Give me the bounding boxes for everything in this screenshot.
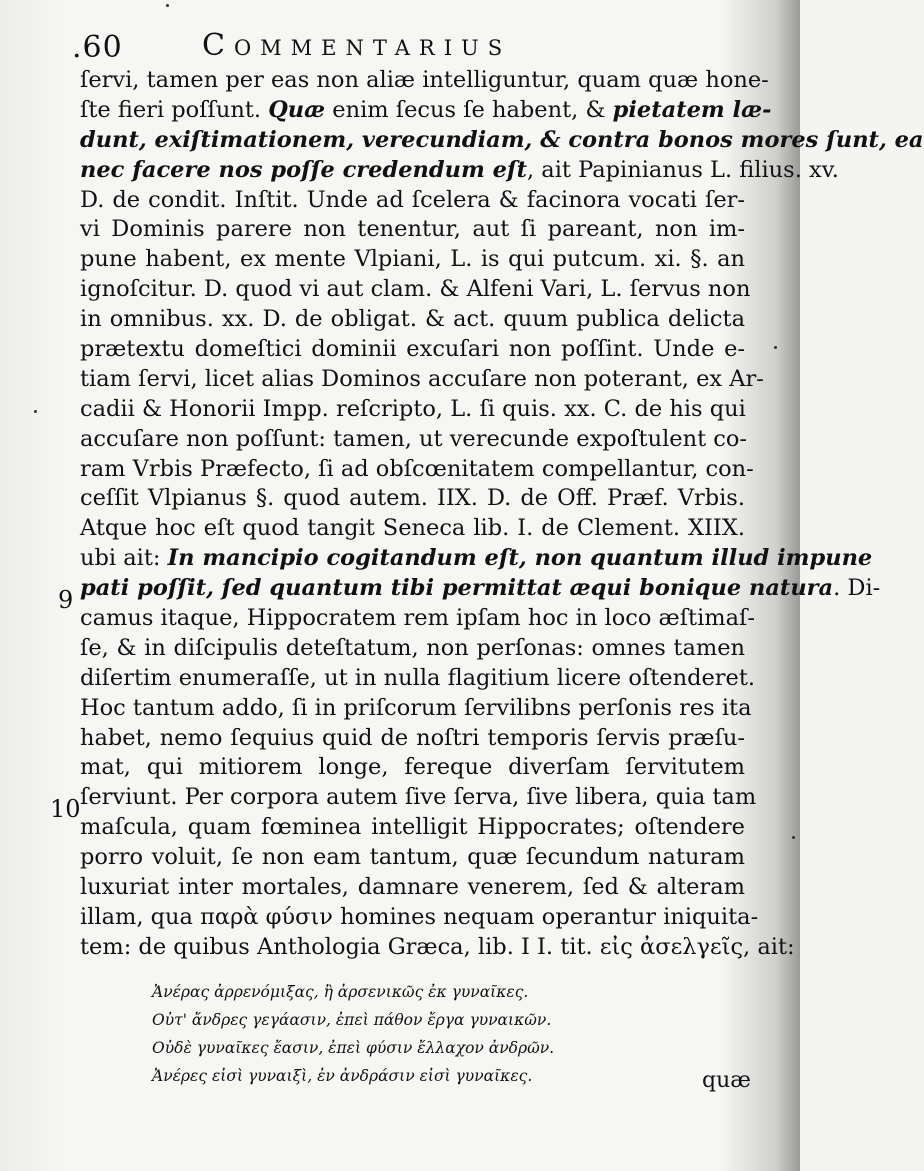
- italic-quotation: In mancipio cogitandum eſt, non quantum illud impune: [167, 545, 873, 572]
- text-run: Hoc tantum addo, ſi in priſcorum ſervilibns perſonis res ita: [80, 694, 752, 721]
- catchword: quæ: [702, 1068, 751, 1093]
- text-run: illam, qua παρὰ φύσιν homines nequam operantur iniquita-: [80, 903, 759, 930]
- text-line: [80, 903, 759, 933]
- text-line: [80, 544, 873, 574]
- text-run: ſervi, tamen per eas non aliæ intelliguntur, quam quæ hone-: [80, 67, 769, 93]
- text-line: [80, 843, 745, 873]
- text-line: [80, 275, 751, 305]
- body-text: [80, 66, 924, 963]
- verse-line: Οὐδὲ γυναῖκες ἔασιν, ἐπεὶ φύσιν ἔλλαχον ἀνδρῶν.: [152, 1039, 555, 1057]
- text-run: tem: de quibus Anthologia Græca, lib. I I. tit. εἰς ἀσελγεῖς, ait:: [80, 933, 795, 960]
- text-line: [80, 245, 745, 275]
- text-line: [80, 335, 745, 365]
- text-line: [80, 395, 745, 425]
- ink-speck: [792, 836, 795, 839]
- text-line: [80, 694, 752, 724]
- text-run: mat, qui mitiorem longe, fereque diverſam ſervitutem: [80, 754, 745, 781]
- text-line: [80, 783, 757, 813]
- italic-quotation: nec facere nos poſſe credendum eſt: [80, 156, 527, 183]
- text-line: [80, 96, 772, 126]
- text-run: diſertim enumeraſſe, ut in nulla flagitium licere oſtenderet.: [80, 664, 756, 691]
- text-line: [80, 126, 924, 156]
- text-line: [80, 66, 769, 96]
- text-run: cadii & Honorii Impp. reſcripto, L. ſi quis. xx. C. de his qui: [80, 395, 746, 422]
- text-line: [80, 604, 755, 634]
- text-run: pune habent, ex mente Vlpiani, L. is qui putcum. xi. §. an: [80, 246, 745, 273]
- text-line: [80, 873, 745, 903]
- text-run: tiam ſervi, licet alias Dominos accuſare non poterant, ex Ar-: [80, 365, 764, 392]
- text-line: [80, 305, 745, 335]
- text-run: enim ſecus ſe habent, &: [325, 96, 613, 123]
- margin-number-9: 9: [58, 586, 74, 614]
- text-run: . Di-: [833, 575, 881, 602]
- text-run: habet, nemo ſequius quid de noſtri temporis ſervis præſu-: [80, 724, 745, 751]
- text-line: [80, 484, 745, 514]
- text-run: porro voluit, ſe non eam tantum, quæ ſecundum naturam: [80, 844, 745, 871]
- text-run: ignoſcitur. D. quod vi aut clam. & Alfeni Vari, L. ſervus non: [80, 276, 751, 303]
- text-line: [80, 634, 745, 664]
- italic-quotation: dunt, exiſtimationem, verecundiam, & contra bonos mores ſunt, ea: [80, 126, 924, 153]
- text-run: prætextu domeſtici dominii excuſari non poſſint. Unde e-: [80, 336, 745, 363]
- text-run: accuſare non poſſunt: tamen, ut verecunde expoſtulent co-: [80, 425, 748, 452]
- ink-speck: [34, 410, 37, 413]
- text-run: camus itaque, Hippocratem rem ipſam hoc in loco æſtimaſ-: [80, 605, 755, 632]
- text-run: ubi ait:: [80, 545, 168, 572]
- text-line: [80, 933, 795, 963]
- text-run: maſcula, quam fœminea intelligit Hippocrates; oſtendere: [80, 814, 745, 841]
- text-run: luxuriat inter mortales, damnare venerem, ſed & alteram: [80, 874, 745, 901]
- text-run: ſte fieri poſſunt.: [80, 96, 269, 123]
- text-run: Atque hoc eſt quod tangit Seneca lib. I. de Clement. XIIX.: [80, 515, 745, 542]
- verse-line: Ἀνέρες εἰσὶ γυναιξὶ, ἐν ἀνδράσιν εἰσὶ γυναῖκες.: [152, 1067, 533, 1085]
- text-line: [80, 455, 754, 485]
- greek-verse: [152, 978, 632, 1090]
- text-line: [80, 813, 745, 843]
- text-run: ram Vrbis Præfecto, ſi ad obſcœnitatem compellantur, con-: [80, 455, 754, 482]
- text-line: [80, 753, 745, 783]
- verse-line: Ἀνέρας ἀρρενόμιξας, ἢ ἀρσενικῶς ἐκ γυναῖκες.: [152, 983, 529, 1001]
- running-head: Commentarius: [202, 28, 512, 63]
- text-run: ſe, & in diſcipulis deteſtatum, non perſonas: omnes tamen: [80, 634, 745, 661]
- italic-quotation: pati poſſit, ſed quantum tibi permittat æqui bonique natura: [80, 575, 834, 602]
- italic-quotation: Quæ: [268, 96, 326, 123]
- text-line: [80, 425, 748, 455]
- text-line: [80, 514, 745, 544]
- text-line: [80, 186, 745, 216]
- page-number: .60: [72, 30, 123, 65]
- verse-line: Οὐτ' ἄνδρες γεγάασιν, ἐπεὶ πάθον ἔργα γυναικῶν.: [152, 1011, 552, 1029]
- text-run: vi Dominis parere non tenentur, aut ſi pareant, non im-: [80, 216, 745, 243]
- italic-quotation: pietatem læ-: [612, 96, 772, 123]
- text-line: [80, 215, 745, 245]
- page-header: [72, 28, 732, 68]
- text-run: in omnibus. xx. D. de obligat. & act. quum publica delicta: [80, 306, 745, 333]
- text-run: D. de condit. Inſtit. Unde ad ſcelera & facinora vocati ſer-: [80, 186, 745, 213]
- text-line: [80, 574, 881, 604]
- ink-speck: [166, 4, 169, 7]
- ink-speck: [774, 346, 777, 349]
- text-line: [80, 365, 764, 395]
- text-run: , ait Papinianus L. filius. xv.: [527, 156, 839, 183]
- text-line: [80, 156, 839, 186]
- text-line: [80, 724, 745, 754]
- margin-number-10: 10: [50, 795, 81, 823]
- text-run: ſerviunt. Per corpora autem ſive ſerva, ſive libera, quia tam: [80, 784, 757, 811]
- text-run: ceſſit Vlpianus §. quod autem. IIX. D. de Off. Præf. Vrbis.: [80, 485, 745, 512]
- text-line: [80, 664, 756, 694]
